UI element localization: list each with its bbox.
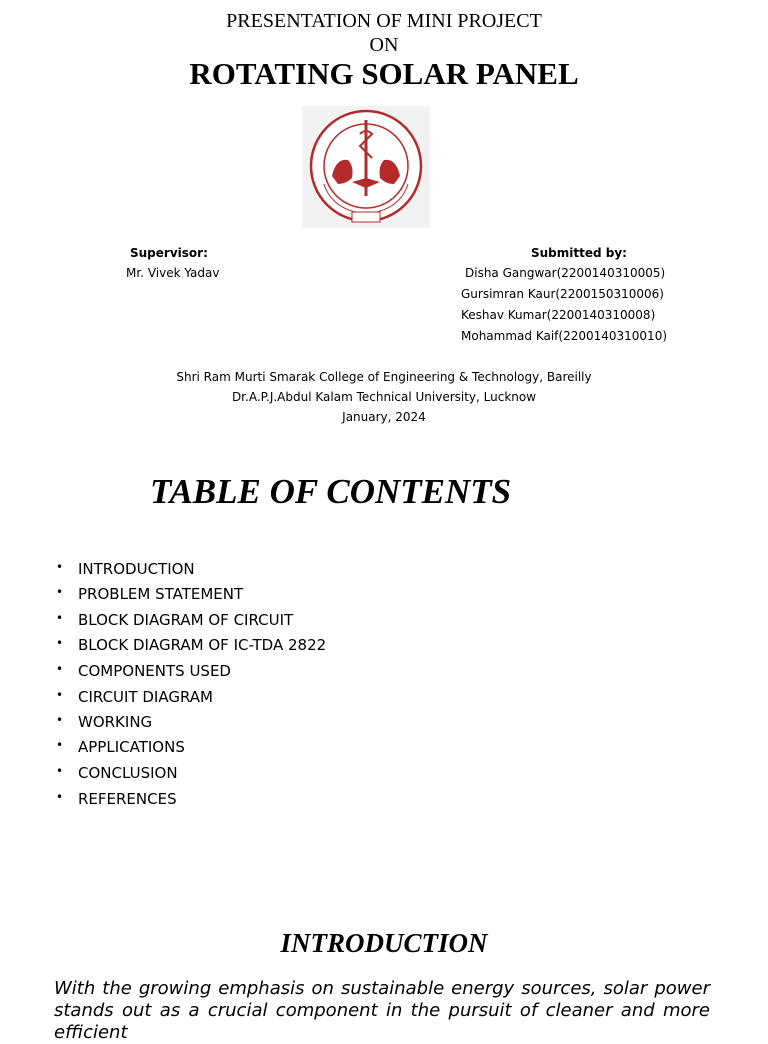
presentation-date: January, 2024 — [342, 410, 426, 424]
introduction-title: INTRODUCTION — [280, 928, 488, 958]
member-name: Mohammad Kaif(2200140310010) — [461, 329, 668, 343]
member-name: Disha Gangwar(2200140310005) — [465, 266, 666, 280]
bullet-icon: • — [56, 560, 64, 574]
introduction-text: With the growing emphasis on sustainable energy sources, solar power stands out as a crucial component in the pursuit of cleaner and more efficient — [54, 978, 710, 1043]
toc-title: TABLE OF CONTENTS — [150, 472, 512, 511]
toc-item-label: CONCLUSION — [78, 764, 178, 782]
bullet-icon: • — [56, 764, 64, 778]
member-name: Keshav Kumar(2200140310008) — [461, 308, 656, 322]
college-logo — [302, 106, 430, 228]
toc-item-label: CIRCUIT DIAGRAM — [78, 688, 213, 706]
on-line: ON — [369, 34, 399, 56]
bullet-icon: • — [56, 662, 64, 676]
bullet-icon: • — [56, 688, 64, 702]
toc-item-label: REFERENCES — [78, 790, 177, 808]
presentation-line: PRESENTATION OF MINI PROJECT — [226, 10, 542, 32]
bullet-icon: • — [56, 738, 64, 752]
toc-item-label: WORKING — [78, 713, 153, 731]
supervisor-name: Mr. Vivek Yadav — [126, 266, 220, 280]
bullet-icon: • — [56, 713, 64, 727]
toc-item-label: BLOCK DIAGRAM OF IC-TDA 2822 — [78, 636, 327, 654]
bullet-icon: • — [56, 790, 64, 804]
university-name: Dr.A.P.J.Abdul Kalam Technical University, Lucknow — [231, 390, 537, 404]
toc-item-label: COMPONENTS USED — [78, 662, 231, 680]
toc-item-label: BLOCK DIAGRAM OF CIRCUIT — [78, 611, 294, 629]
bullet-icon: • — [56, 585, 64, 599]
supervisor-heading: Supervisor: — [130, 246, 208, 260]
submitted-by-heading: Submitted by: — [531, 246, 627, 260]
bullet-icon: • — [56, 611, 64, 625]
toc-item-label: PROBLEM STATEMENT — [78, 585, 244, 603]
project-title: ROTATING SOLAR PANEL — [189, 56, 579, 91]
bullet-icon: • — [56, 636, 64, 650]
trust-emblem-icon — [302, 106, 430, 228]
college-name: Shri Ram Murti Smarak College of Engineering & Technology, Bareilly — [176, 370, 592, 384]
toc-item-label: INTRODUCTION — [78, 560, 195, 578]
member-name: Gursimran Kaur(2200150310006) — [461, 287, 664, 301]
toc-item-label: APPLICATIONS — [78, 738, 185, 756]
